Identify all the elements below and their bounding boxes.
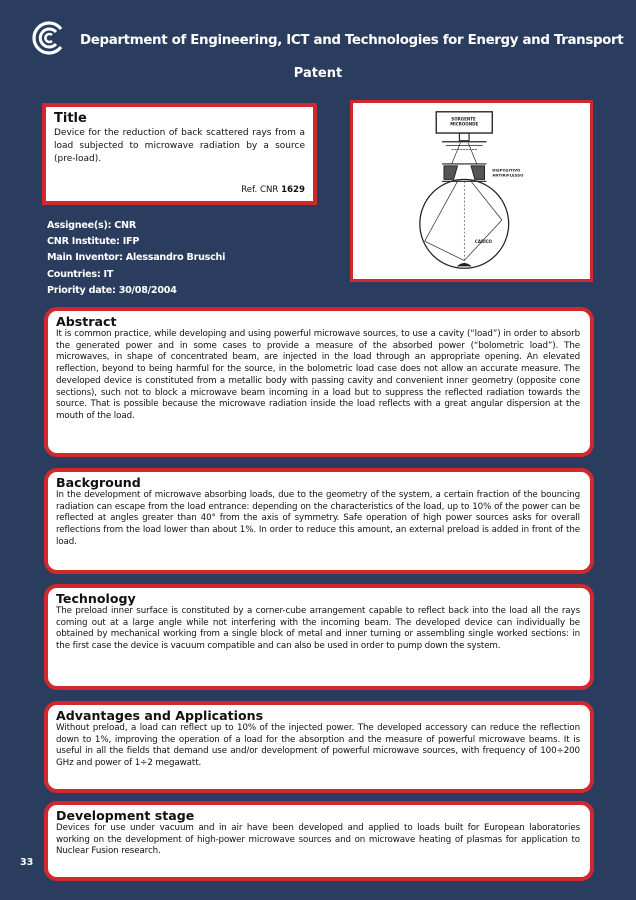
technology-text: The preload inner surface is constituted by a corner-cube arrangement capable to reflect back into the load all the rays coming out at a large angle while not interfering with the incoming beam. The developed device can individually be obtained by mechanical working from a single block of metal and inner turning or assembling single worked sections: in the first case the device is vacuum compatible and can also be used in order to pump down the system.	[56, 606, 580, 652]
figure-label-device: DISPOSITIVO ANTIRIFLESSO	[492, 167, 524, 178]
reference	[241, 185, 305, 195]
countries: Countries: IT	[47, 268, 114, 280]
page-subtitle: Patent	[293, 66, 343, 81]
title-box	[42, 103, 317, 205]
abstract-text: It is common practice, while developing and using powerful microwave sources, to use a cavity (“load”) in order to absorb the generated power and in some cases to provide a measure of the absorbed power (“bolometric load”). The microwaves, in shape of concentrated beam, are injected in the load through an appropriate opening. An elevated reflection, beyond to being harmful for the source, in the bolometric load case does not allow an accurate measure. The developed device is constituted from a metallic body with passing cavity and convenient inner geometry (opposite cone sections), such not to block a microwave beam incoming in a load but to suppress the reflected radiation towards the source. That is possible because the microwave radiation inside the load reflects with a great angular dispersion at the mouth of the load.	[56, 329, 580, 421]
technology-section	[44, 584, 594, 690]
title-text: Device for the reduction of back scattered rays from a load subjected to microwave radiation by a source (pre-load).	[54, 128, 305, 164]
abstract-section	[44, 307, 594, 457]
advantages-heading: Advantages and Applications	[56, 708, 264, 723]
patent-figure	[350, 100, 593, 282]
title-heading: Title	[54, 111, 87, 126]
development-section	[44, 801, 594, 881]
reference-label: Ref. CNR	[241, 185, 279, 195]
figure-label-source: SORGENTE MICROONDE	[450, 116, 479, 127]
page-number: 33	[20, 857, 34, 868]
department-title: Department of Engineering, ICT and Technologies for Energy and Transport	[80, 33, 624, 48]
patent-diagram	[356, 106, 587, 276]
background-section	[44, 468, 594, 574]
cnr-logo-icon	[30, 20, 66, 56]
development-heading: Development stage	[56, 808, 195, 823]
patent-meta	[47, 218, 225, 299]
background-text: In the development of microwave absorbing loads, due to the geometry of the system, a certain fraction of the bouncing radiation can escape from the load entrance: depending on the characteristics of the load, up to 10% of the power can be reflected at angles greater than 40° from the axis of symmetry. Safe operation of high power sources asks for overall reflections from the load lower than about 1%. In order to reduce this amount, an external preload is added in front of the load.	[56, 490, 580, 547]
reference-number: 1629	[281, 185, 305, 195]
advantages-section	[44, 701, 594, 793]
advantages-text: Without preload, a load can reflect up to 10% of the injected power. The developed accessory can reduce the reflection down to 1%, improving the operation of a load for the absorption and the measure of powerful microwave beams. It is useful in all the fields that demand use and/or development of powerful microwave sources, with frequency of 100÷200 GHz and power of 1÷2 megawatt.	[56, 723, 580, 769]
figure-label-load: CARICO	[474, 239, 493, 245]
background-heading: Background	[56, 475, 141, 490]
abstract-heading: Abstract	[56, 314, 117, 329]
assignee: Assignee(s): CNR	[47, 220, 136, 231]
main-inventor: Main Inventor: Alessandro Bruschi	[47, 252, 226, 264]
technology-heading: Technology	[56, 591, 136, 606]
development-text: Devices for use under vacuum and in air have been developed and applied to loads built for European laboratories working on the development of high-power microwave sources and on microwave heating of plasmas for application to Nuclear Fusion research.	[56, 823, 580, 857]
institute: CNR Institute: IFP	[47, 236, 140, 248]
priority-date: Priority date: 30/08/2004	[47, 284, 177, 296]
